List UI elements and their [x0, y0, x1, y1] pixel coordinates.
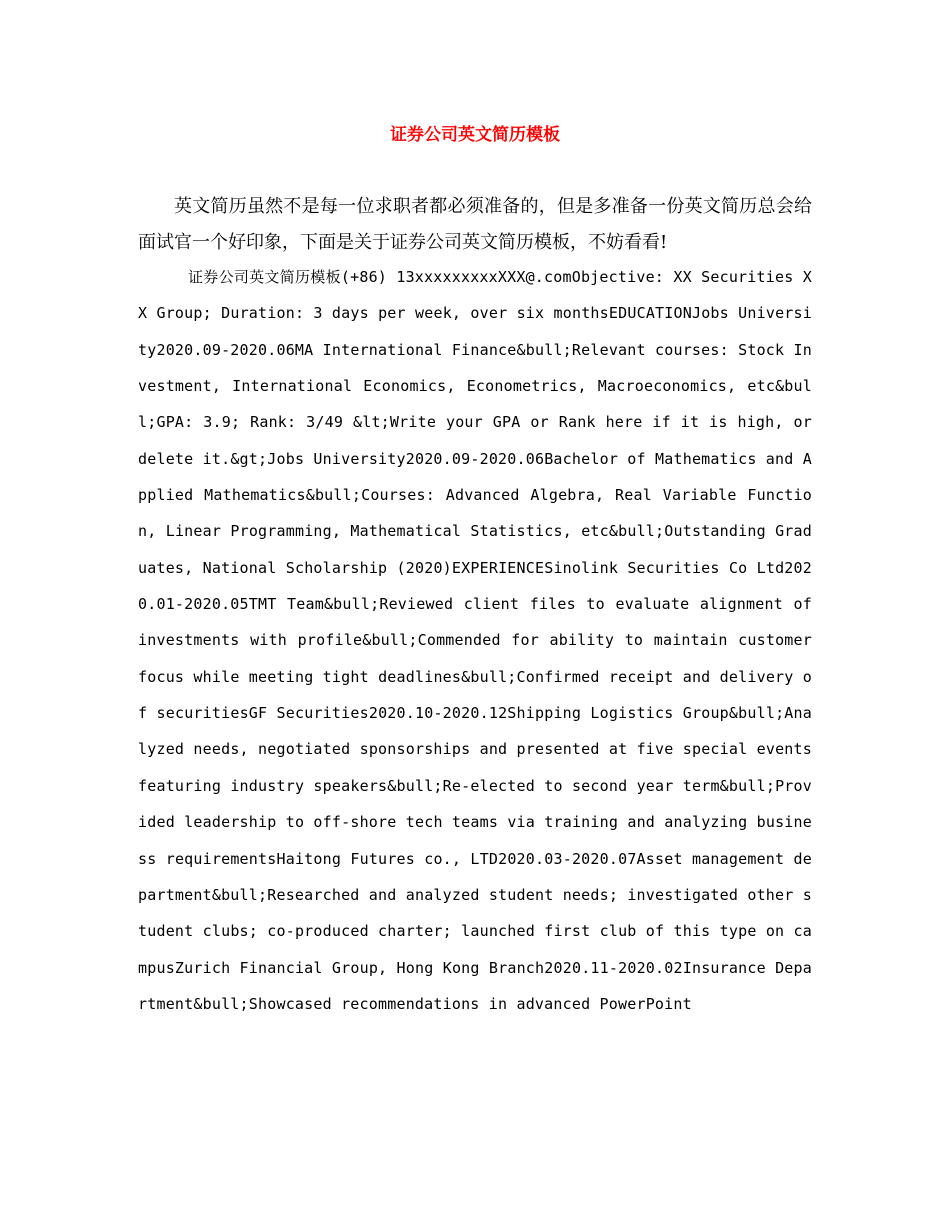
document-title: 证券公司英文简历模板	[390, 125, 560, 145]
resume-body-paragraph: 证券公司英文简历模板(+86) 13xxxxxxxxxXXX@.comObjective: XX Securities XX Group; Duration: 3 days per week, over six monthsEDUCATIONJobs University2020.09-2020.06MA International Finance&bull;Relevant courses: Stock Investment, International Economics, Econometrics, Macroeconomics, etc&bull;GPA: 3.9; Rank: 3/49 &lt;Write your GPA or Rank here if it is high, or delete it.&gt;Jobs University2020.09-2020.06Bachelor of Mathematics and Applied Mathematics&bull;Courses: Advanced Algebra, Real Variable Function, Linear Programming, Mathematical Statistics, etc&bull;Outstanding Graduates, National Scholarship (2020)EXPERIENCESinolink Securities Co Ltd2020.01-2020.05TMT Team&bull;Reviewed client files to evaluate alignment of investments with profile&bull;Commended for ability to maintain customer focus while meeting tight deadlines&bull;Confirmed receipt and delivery of securitiesGF Securities2020.10-2020.12Shipping Logistics Group&bull;Analyzed needs, negotiated sponsorships and presented at five special events featuring industry speakers&bull;Re-elected to second year term&bull;Provided leadership to off-shore tech teams via training and analyzing business requirementsHaitong Futures co., LTD2020.03-2020.07Asset management department&bull;Researched and analyzed student needs; investigated other student clubs; co-produced charter; launched first club of this type on campusZurich Financial Group, Hong Kong Branch2020.11-2020.02Insurance Department&bull;Showcased recommendations in advanced PowerPoint	[138, 268, 812, 1013]
intro-paragraph: 英文简历虽然不是每一位求职者都必须准备的，但是多准备一份英文简历总会给面试官一个好印象，下面是关于证券公司英文简历模板，不妨看看!	[138, 196, 812, 253]
